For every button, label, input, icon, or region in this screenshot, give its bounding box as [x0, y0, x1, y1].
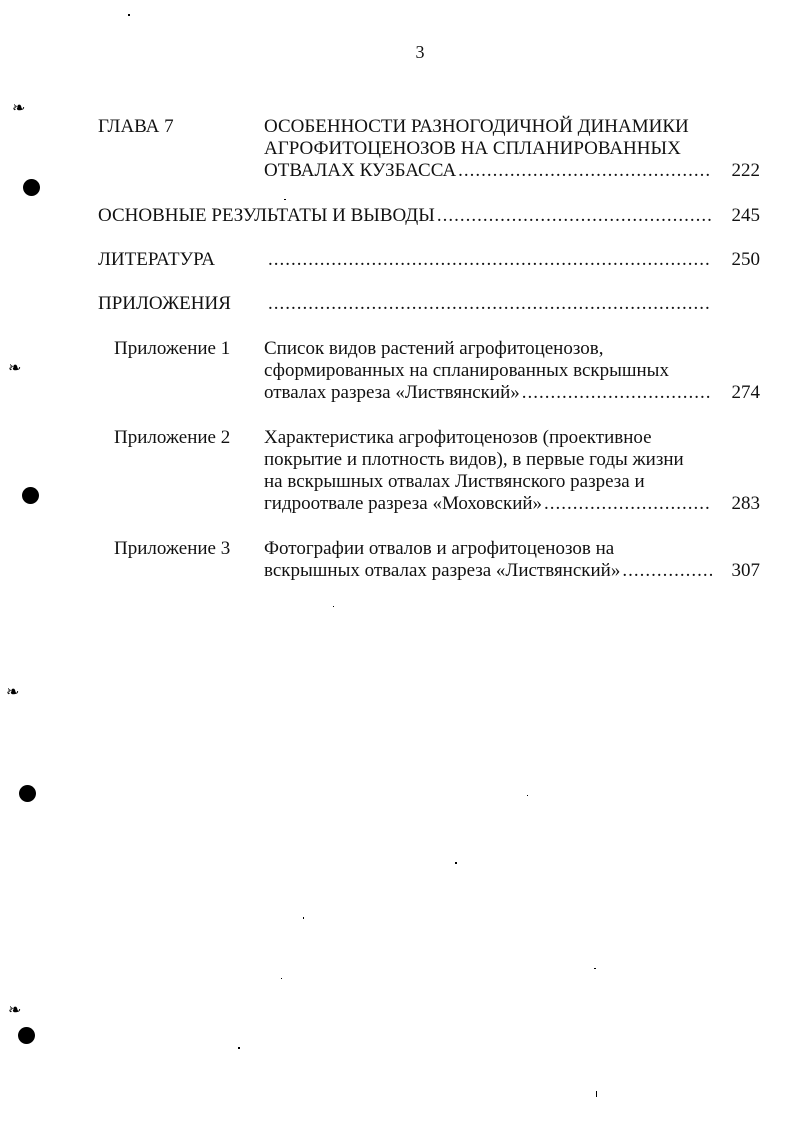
- toc-title-line: ОТВАЛАХ КУЗБАССА .....: [264, 160, 712, 182]
- toc-page: 283: [731, 493, 760, 514]
- binding-mark-icon: ❧: [8, 1002, 22, 1019]
- dot-leader: [522, 382, 712, 404]
- toc-label: ГЛАВА 7: [98, 116, 174, 137]
- toc-title-line: Фотографии отвалов и агрофитоценозов на: [264, 538, 615, 559]
- toc-title-line: вскрышных отвалах разреза «Листвянский» .....: [264, 560, 712, 582]
- punch-hole-icon: [18, 1027, 35, 1044]
- dot-leader: [268, 293, 712, 315]
- toc-label: Приложение 2: [114, 427, 231, 448]
- toc-title: [264, 116, 712, 182]
- scan-speck: [596, 1091, 597, 1097]
- toc-title-line: Характеристика агрофитоценозов (проективное: [264, 427, 652, 448]
- toc-entry-appendices: [0, 293, 800, 317]
- toc-title: [264, 338, 712, 404]
- scan-speck: [333, 606, 334, 607]
- toc-page: 245: [731, 205, 760, 226]
- scan-speck: [128, 14, 130, 16]
- binding-mark-icon: ❧: [12, 100, 26, 117]
- toc-entry-results: [0, 205, 800, 229]
- dot-leader: [458, 160, 712, 182]
- toc-entry-chapter7: [0, 116, 800, 186]
- toc-title-line: [98, 205, 712, 227]
- dot-leader: [544, 493, 712, 515]
- binding-mark-icon: ❧: [6, 684, 20, 701]
- toc-title-line: сформированных на спланированных вскрышных: [264, 360, 669, 381]
- toc-label: ОСНОВНЫЕ РЕЗУЛЬТАТЫ И ВЫВОДЫ: [98, 205, 435, 226]
- toc-title-line: Список видов растений агрофитоценозов,: [264, 338, 604, 359]
- dot-leader: [622, 560, 712, 582]
- toc-page: 274: [731, 382, 760, 403]
- toc-page: 222: [731, 160, 760, 181]
- scan-speck: [284, 199, 286, 200]
- page-number: 3: [415, 42, 425, 62]
- toc-title: [264, 427, 712, 515]
- toc-label: ЛИТЕРАТУРА: [98, 249, 215, 270]
- toc-entry-literature: [0, 249, 800, 273]
- binding-mark-icon: ❧: [8, 360, 22, 377]
- toc-label: ПРИЛОЖЕНИЯ: [98, 293, 231, 314]
- scan-speck: [238, 1047, 240, 1049]
- dot-leader-line: [268, 293, 712, 315]
- scan-speck: [527, 795, 528, 796]
- dot-leader-line: [268, 249, 712, 271]
- toc-label: Приложение 1: [114, 338, 231, 359]
- scan-speck: [455, 862, 457, 864]
- toc-page: 307: [731, 560, 760, 581]
- dot-leader: [268, 249, 712, 271]
- toc-title: [264, 538, 712, 582]
- toc-page: 250: [731, 249, 760, 270]
- toc-title-line: покрытие и плотность видов), в первые годы жизни: [264, 449, 684, 470]
- toc-title-line: ОСОБЕННОСТИ РАЗНОГОДИЧНОЙ ДИНАМИКИ: [264, 116, 689, 137]
- scan-speck: [281, 978, 282, 979]
- toc-title-line: АГРОФИТОЦЕНОЗОВ НА СПЛАНИРОВАННЫХ: [264, 138, 681, 159]
- toc-entry-appendix-2: [0, 427, 800, 519]
- toc-title-line: отвалах разреза «Листвянский» .....: [264, 382, 712, 404]
- punch-hole-icon: [19, 785, 36, 802]
- toc-title-line: на вскрышных отвалах Листвянского разреза и: [264, 471, 645, 492]
- scan-speck: [594, 968, 596, 969]
- toc-label: Приложение 3: [114, 538, 231, 559]
- toc-title-line: гидроотвале разреза «Моховский» .....: [264, 493, 712, 515]
- toc-entry-appendix-3: [0, 538, 800, 586]
- scan-speck: [303, 917, 304, 919]
- toc-entry-appendix-1: [0, 338, 800, 408]
- dot-leader: [437, 205, 712, 227]
